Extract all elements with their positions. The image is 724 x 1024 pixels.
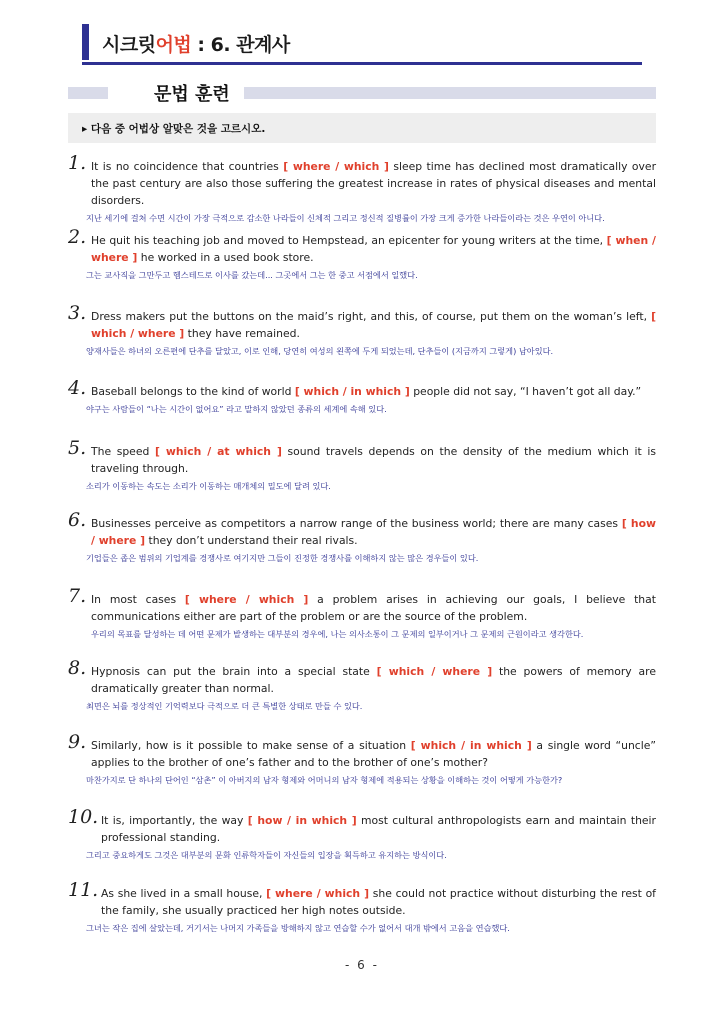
section-heading (68, 80, 656, 106)
question-translation: 마찬가지로 단 하나의 단어인 “삼촌” 이 아버지의 남자 형제와 어머니의 남자 형제에 적용되는 상황을 이해하는 것이 어떻게 가능한가? (86, 775, 563, 785)
question-translation: 기업들은 좁은 범위의 기업계를 경쟁사로 여기지만 그들이 진정한 경쟁사를 이해하지 않는 많은 경우들이 있다. (86, 553, 479, 563)
question-text: The speed [ which / at which ] sound travels depends on the density of the medium which it is traveling through. (91, 445, 657, 475)
answer-choice: [ which / in which ] (410, 739, 532, 752)
question-text: Baseball belongs to the kind of world [ which / in which ] people did not say, “I haven’t got all day.” (91, 385, 642, 398)
question-number: 11. (68, 879, 99, 901)
question-11 (68, 879, 656, 935)
question-translation: 그는 교사직을 그만두고 헴스테드로 이사를 갔는데... 그곳에서 그는 한 중고 서점에서 일했다. (86, 270, 418, 280)
question-number: 9. (68, 731, 87, 753)
question-number: 2. (68, 226, 87, 248)
page-title: 시크릿어법 : 6. 관계사 (102, 34, 290, 56)
section-band-left (68, 87, 108, 99)
question-number: 6. (68, 509, 87, 531)
question-number: 1. (68, 152, 87, 174)
question-5 (68, 437, 657, 493)
question-text: Businesses perceive as competitors a narrow range of the business world; there are many cases [ how / where ] they don’t understand their real rivals. (91, 517, 656, 547)
page-number: - 6 - (345, 958, 379, 972)
question-translation: 우리의 목표를 달성하는 데 어떤 문제가 발생하는 대부분의 경우에, 나는 의사소통이 그 문제의 일부이거나 그 문제의 근원이라고 생각한다. (91, 629, 584, 639)
question-translation: 소리가 이동하는 속도는 소리가 이동하는 매개체의 밀도에 달려 있다. (86, 481, 331, 491)
question-number: 3. (68, 302, 87, 324)
instruction-text: ▸ 다음 중 어법상 알맞은 것을 고르시오. (82, 123, 266, 135)
question-translation: 양재사들은 하녀의 오른편에 단추를 달았고, 이로 인해, 당연히 여성의 왼쪽에 두게 되었는데, 단추들이 (지금까지 그렇게) 남아있다. (86, 346, 554, 356)
section-band-right (244, 87, 656, 99)
question-translation: 최면은 뇌를 정상적인 기억력보다 극적으로 더 큰 특별한 상태로 만들 수 있다. (86, 701, 363, 711)
answer-choice: [ when / where ] (91, 234, 656, 264)
question-number: 8. (68, 657, 87, 679)
section-title: 문법 훈련 (154, 84, 230, 105)
question-7 (68, 585, 656, 641)
question-text: He quit his teaching job and moved to Hempstead, an epicenter for young writers at the time, [ when / where ] he worked in a used book store. (91, 234, 656, 264)
question-number: 4. (68, 377, 87, 399)
question-translation: 그리고 중요하게도 그것은 대부분의 문화 인류학자들이 자신들의 입장을 획득하고 유지하는 방식이다. (86, 850, 447, 860)
question-translation: 그녀는 작은 집에 살았는데, 거기서는 나머지 가족들을 방해하지 않고 연습할 수가 없어서 대개 밖에서 고음을 연습했다. (86, 923, 510, 933)
answer-choice: [ which / where ] (91, 310, 656, 340)
question-6 (68, 509, 656, 565)
question-text: It is, importantly, the way [ how / in which ] most cultural anthropologists earn and maintain their professional standing. (101, 814, 656, 844)
header-rule (82, 62, 642, 65)
question-text: Dress makers put the buttons on the maid’s right, and this, of course, put them on the woman’s left, [ which / where ] they have remained. (91, 310, 656, 340)
question-text: It is no coincidence that countries [ where / which ] sleep time has declined most dramatically over the past century are also those suffering the greatest increase in rates of physical diseases and mental disorders. (91, 160, 657, 207)
question-text: As she lived in a small house, [ where / which ] she could not practice without disturbing the rest of the family, she usually practiced her high notes outside. (101, 887, 656, 917)
answer-choice: [ which / where ] (376, 665, 493, 678)
question-2 (68, 226, 656, 282)
answer-choice: [ where / which ] (266, 887, 370, 900)
answer-choice: [ where / which ] (283, 160, 389, 173)
answer-choice: [ how / in which ] (247, 814, 357, 827)
question-3 (68, 302, 656, 358)
question-4 (68, 377, 656, 416)
question-8 (68, 657, 656, 713)
question-number: 5. (68, 437, 87, 459)
answer-choice: [ where / which ] (184, 593, 309, 606)
question-number: 10. (68, 806, 99, 828)
question-text: Hypnosis can put the brain into a special state [ which / where ] the powers of memory are dramatically greater than normal. (91, 665, 656, 695)
answer-choice: [ how / where ] (91, 517, 656, 547)
question-translation: 지난 세기에 걸쳐 수면 시간이 가장 극적으로 감소한 나라들이 신체적 그리고 정신적 질병률이 가장 크게 증가한 나라들이라는 것은 우연이 아니다. (86, 213, 605, 223)
answer-choice: [ which / in which ] (294, 385, 410, 398)
page-header (82, 24, 642, 66)
question-text: In most cases [ where / which ] a problem arises in achieving our goals, I believe that communications either are part of the problem or are the source of the problem. (91, 593, 656, 623)
question-text: Similarly, how is it possible to make sense of a situation [ which / in which ] a single word “uncle” applies to the brother of one’s father and to the brother of one’s mother? (91, 739, 656, 769)
question-number: 7. (68, 585, 87, 607)
question-1 (68, 152, 657, 225)
question-10 (68, 806, 656, 862)
answer-choice: [ which / at which ] (154, 445, 282, 458)
instruction-box (68, 113, 656, 143)
question-translation: 야구는 사람들이 “나는 시간이 없어요” 라고 말하지 않았던 종류의 세계에 속해 있다. (86, 404, 387, 414)
header-accent-bar (82, 24, 89, 60)
question-9 (68, 731, 656, 787)
